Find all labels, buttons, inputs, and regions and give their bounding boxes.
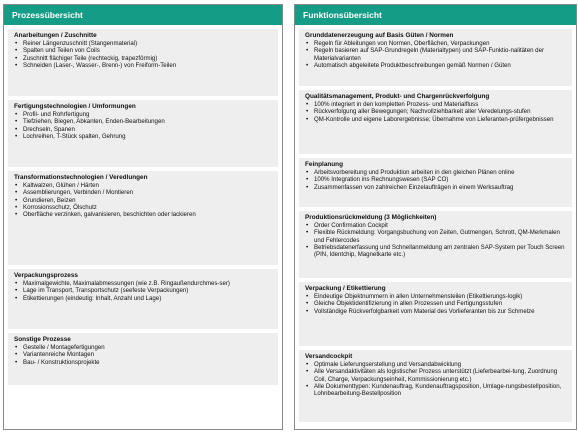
list-item: • Flexible Rückmeldung: Vorgangsbuchung von Zeiten, Gutmengen, Schrott, QM-Merkmalen und Fehlercodes (305, 229, 567, 244)
process-overview-body (4, 25, 282, 385)
section-detailed-planning (299, 158, 572, 207)
section-other-processes (8, 333, 278, 385)
list-item: • Betriebsdatenerfassung und Schnellanmeldung am zentralen SAP-System per Touch Screen (PIN, Identchip, Magnetkarte etc.) (305, 244, 567, 259)
list-item: • Drechseln, Spanen (14, 126, 273, 133)
list-item: • Gleiche Objektidentifizierung in allen Prozessen und Fertigungsstufen (305, 300, 567, 307)
list-item: • Korrosionsschutz, Ölschutz (14, 204, 273, 211)
list-item: • Regeln basieren auf SAP-Grundregeln (Materialtypen) und SAP-Funktio-nalitäten der Materialvarianten (305, 47, 567, 62)
bullet-list (14, 280, 273, 302)
list-item: • Maximalgewichte, Maximalabmessungen (wie z.B. Ringaußendurchmes-ser) (14, 280, 273, 287)
list-item: • Reiner Längenzuschnitt (Stangenmaterial) (14, 40, 273, 47)
bullet-list (305, 293, 567, 315)
list-item: • Spalten und Teilen von Coils (14, 47, 273, 54)
list-item: • Kaltwalzen, Glühen / Härten (14, 182, 273, 189)
section-shipping-cockpit (299, 350, 572, 422)
list-item: • Etikettierungen (eindeutig: Inhalt, Anzahl und Lage) (14, 295, 273, 302)
list-item: • Zusammenfassen von zahlreichen Einzelaufträgen in einem Werksauftrag (305, 184, 567, 191)
list-item: • Zuschnitt flächiger Teile (rechteckig, trapezförmig) (14, 55, 273, 62)
list-item: • Grundieren, Beizen (14, 197, 273, 204)
function-overview-header: Funktionsübersicht (295, 5, 576, 25)
section-cutting (8, 29, 278, 96)
process-overview-panel (3, 4, 283, 430)
section-production-confirmation (299, 211, 572, 278)
section-title: Sonstige Prozesse (14, 336, 71, 343)
bullet-list (14, 111, 273, 140)
list-item: • Assemblierungen, Verbinden / Montieren (14, 189, 273, 196)
bullet-list (14, 344, 273, 366)
section-title: Qualitätsmanagement, Produkt- und Chargenrückverfolgung (305, 93, 490, 100)
section-title: Transformationstechnologien / Veredlungen (14, 174, 148, 181)
bullet-list (305, 169, 567, 191)
section-title: Feinplanung (305, 161, 343, 168)
section-title: Versandcockpit (305, 353, 353, 360)
section-packaging-process (8, 269, 278, 329)
bullet-list (14, 40, 273, 69)
process-overview-header: Prozessübersicht (4, 5, 282, 25)
section-title: Verpackung / Etikettierung (305, 285, 386, 292)
list-item: • Lochreihen, T-Stück spalten, Gehrung (14, 133, 273, 140)
section-quality-management (299, 90, 572, 154)
list-item: • QM-Kontrolle und eigene Laborergebnisse; Übernahme von Lieferanten-prüfergebnissen (305, 116, 567, 123)
list-item: • Regeln für Ableitungen von Normen, Oberflächen, Verpackungen (305, 40, 567, 47)
list-item: • Order Confirmation Cockpit (305, 222, 567, 229)
list-item: • Tiefziehen, Biegen, Abkanten, Enden-Bearbeitungen (14, 118, 273, 125)
section-title: Produktionsrückmeldung (3 Möglichkeiten) (305, 214, 437, 221)
list-item: • Eindeutige Objektnummern in allen Unternehmensteilen (Etikettierungs-logik) (305, 293, 567, 300)
list-item: • Variantenreiche Montagen (14, 351, 273, 358)
list-item: • 100% Integration ins Rechnungswesen (SAP CO) (305, 176, 567, 183)
section-master-data (299, 29, 572, 86)
list-item: • Lage im Transport, Transportschutz (seefeste Verpackungen) (14, 287, 273, 294)
bullet-list (305, 222, 567, 258)
list-item: • Alle Versandaktivitäten als logistischer Prozess unterstützt (Lieferbearbei-tung, Zuordnung Coil, Charge, Verpackungseinheit, Kommissionierung etc.) (305, 368, 567, 383)
section-packaging-labeling (299, 282, 572, 346)
list-item: • 100% integriert in den kompletten Prozess- und Materialfluss (305, 101, 567, 108)
bullet-list (305, 101, 567, 123)
section-title: Grunddatenerzeugung auf Basis Güten / Normen (305, 32, 454, 39)
list-item: • Arbeitsvorbereitung und Produktion arbeiten in den gleichen Plänen online (305, 169, 567, 176)
section-title: Anarbeitungen / Zuschnitte (14, 32, 97, 39)
list-item: • Gestelle / Montagefertigungen (14, 344, 273, 351)
bullet-list (305, 361, 567, 397)
function-overview-body (295, 25, 576, 422)
list-item: • Alle Dokumenttypen: Kundenauftrag, Kundenauftragsposition, Umlage-rungsbestellposition, Lohnbearbeitung-Bestellposition (305, 383, 567, 398)
section-title: Fertigungstechnologien / Umformungen (14, 103, 136, 110)
section-transformation (8, 171, 278, 265)
list-item: • Vollständige Rückverfolgbarkeit vom Material des Vorlieferanten bis zur Schmelze (305, 308, 567, 315)
function-overview-panel (294, 4, 577, 430)
list-item: • Profil- und Rohrfertigung (14, 111, 273, 118)
list-item: • Rückverfolgung aller Bewegungen; Nachvollziehbarkeit aller Veredelungs-stufen (305, 108, 567, 115)
bullet-list (14, 182, 273, 218)
list-item: • Optimale Lieferungserstellung und Versandabwicklung (305, 361, 567, 368)
list-item: • Automatisch abgeleitete Produktbeschreibungen gemäß Normen / Güten (305, 62, 567, 69)
bullet-list (305, 40, 567, 69)
section-title: Verpackungsprozess (14, 272, 78, 279)
list-item: • Oberfläche verzinken, galvanisieren, beschichten oder lackieren (14, 211, 273, 218)
list-item: • Schneiden (Laser-, Wasser-, Brenn-) von Freiform-Teilen (14, 62, 273, 69)
section-manufacturing (8, 100, 278, 167)
list-item: • Bau- / Konstruktionsprojekte (14, 359, 273, 366)
